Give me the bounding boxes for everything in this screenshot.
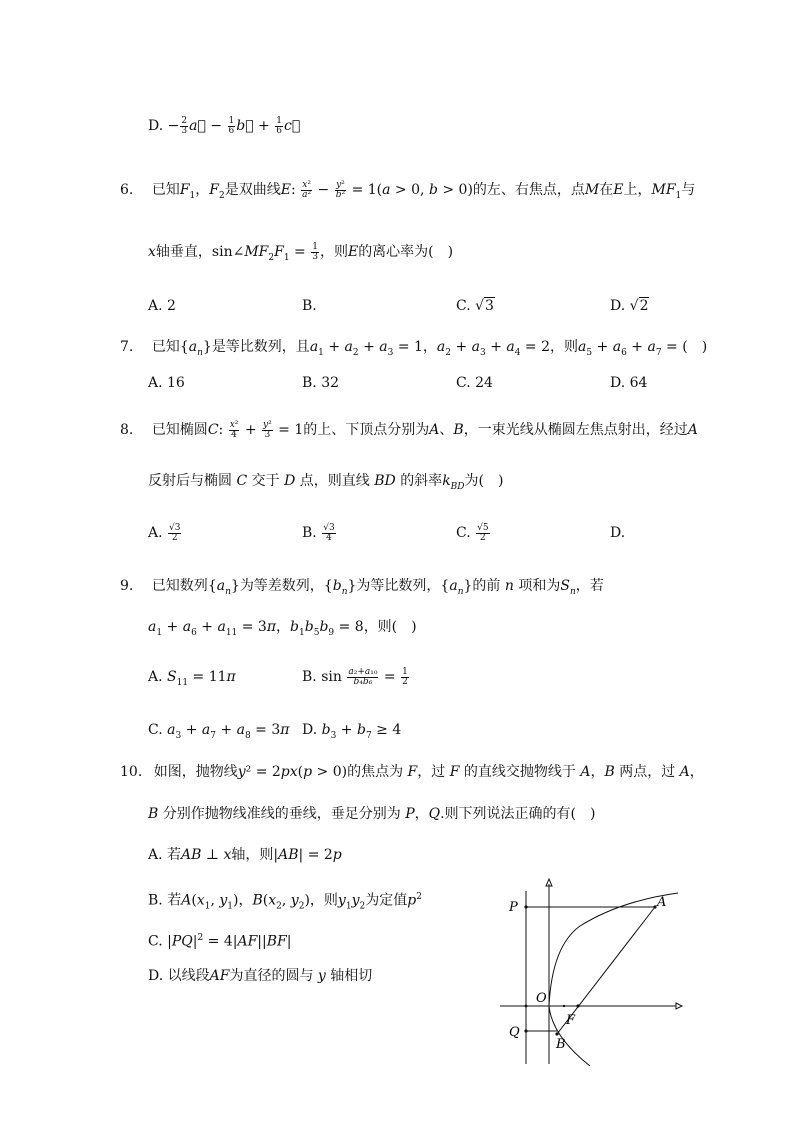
text: 在 (599, 182, 614, 198)
question-7-line-1: 7. 已知$\{a_n\}$是等比数列，且$a_1 + a_2 + a_3 = 1$，$a_2 + a_3 + a_4 = 2$，则$a_5 + a_6 + a_7$ = ( ) (120, 339, 708, 358)
question-8-line-1: 8. 已知椭圆C: $\frac{\text{x²}}{4}$ + $\frac{\text{y²}}{3}$ = 1的上、下顶点分别为A、B，一束光线从椭圆左焦点射出，经过A (120, 419, 698, 440)
q7-option-d: D. 64 (610, 375, 648, 391)
text: 是双曲线 (224, 182, 281, 198)
parabola-figure (500, 876, 690, 1066)
label-a: A (657, 895, 667, 910)
text: ， (422, 339, 437, 355)
q10-option-d: D. 以线段AF为直径的圆与 y 轴相切 (148, 968, 373, 984)
text: 反射后与椭圆 (148, 473, 232, 489)
text: 点，则直线 (299, 473, 370, 489)
q6-option-d: D. √2 (610, 298, 649, 314)
q7-option-c: C. 24 (456, 375, 493, 391)
text: ，则 (550, 339, 579, 355)
question-number: 10. (120, 764, 143, 780)
text: 为等差数列， (239, 578, 324, 594)
text: ( ) (682, 339, 708, 355)
option-label: C. (456, 298, 471, 314)
q9-option-d: D. $b_3 + b_7 \ge 4$ (302, 722, 402, 741)
label-q: Q (509, 1025, 520, 1040)
option-label: D. (148, 118, 164, 134)
q8-option-a: A. $\frac{√3}{2}$ (148, 522, 181, 543)
q8-option-b: B. $\frac{√3}{4}$ (302, 522, 335, 543)
text: 轴相切 (330, 968, 373, 984)
label-b: B (556, 1037, 566, 1052)
q9-option-c: C. $a_3 + a_7 + a_8 = 3\pi$ (148, 722, 290, 741)
text: 为( ) (464, 473, 504, 489)
text: 的直线交抛物线于 (463, 764, 576, 780)
text: 的焦点为 (347, 764, 404, 780)
text: 交于 (251, 473, 280, 489)
text: A. 若 (148, 847, 182, 863)
question-number: 7. (120, 339, 134, 355)
text: 是等比数列，且 (211, 339, 310, 355)
text: 已知数列 (151, 578, 208, 594)
question-number: 9. (120, 578, 134, 594)
point-f (576, 1004, 579, 1007)
q8-option-d: D. (610, 525, 626, 541)
q6-option-a: A. 2 (148, 298, 176, 314)
option-label: C. (148, 722, 163, 738)
text: 为直径的圆与 (229, 968, 314, 984)
point-directrix-axis (525, 1005, 528, 1008)
text: 为定值 (365, 892, 408, 909)
option-label: D. (610, 298, 626, 314)
text: ，则( ) (363, 619, 417, 635)
text: 的左、右焦点，点 (472, 182, 585, 198)
option-label: C. (456, 525, 471, 541)
q6-option-c: C. √3 (456, 298, 494, 314)
question-number: 8. (120, 422, 134, 438)
option-label: B. (302, 525, 317, 541)
text: B. 若 (148, 892, 182, 909)
text: ，一束光线从椭圆左焦点射出，经过 (463, 422, 688, 438)
question-6-line-2: x轴垂直，$\sin\angle MF_2F_1$ = $\frac{1}{3}$ ，则E的离心率为( ) (148, 241, 454, 263)
option-label: A. (148, 669, 163, 685)
q6-option-b: B. (302, 298, 317, 314)
point-b (555, 1032, 558, 1035)
question-6-line-1: 6. 已知$F_1$，$F_2$是双曲线E: $\frac{\text{x²}}{\text{a²}}$ − $\frac{\text{y²}}{\text{b²}}$ = 1(a > 0, b > 0)的左、右焦点，点M在E上，$MF_1$与 (120, 179, 696, 201)
text: ，过 (417, 764, 446, 780)
text: 的斜率 (400, 473, 443, 489)
question-10-line-1: 10. 如图，抛物线y² = 2px(p > 0)的焦点为 F，过 F 的直线交抛物线于 A，B 两点，过 A， (120, 764, 704, 780)
label-o: O (536, 991, 547, 1006)
text: 上， (623, 182, 652, 198)
text: 则下列说法正确的有( ) (444, 806, 596, 822)
text: 为等比数列， (356, 578, 441, 594)
q9-option-b: B. sin $\frac{\text{a₂+a₁₀}}{\text{b₄b₆}}$ = $\frac{1}{2}$ (302, 666, 408, 687)
q7-option-a: A. 16 (148, 375, 185, 391)
parabola-curve (549, 893, 678, 1066)
text: ，则 (319, 244, 348, 260)
label-p: P (509, 900, 518, 915)
q10-option-b: B. 若$A(x_1$, $y_1$)，$B(x_2$, $y_2$)，则$y_1y_2$为定值$p^2$ (148, 892, 422, 912)
text: 两点，过 (619, 764, 676, 780)
text: 如图，抛物线 (153, 764, 238, 780)
text: 轴垂直， (155, 244, 212, 260)
q10-option-a: A. 若AB ⊥ x轴，则|AB| = 2p (148, 847, 342, 863)
question-9-line-2: $a_1 + a_6 + a_{11} = 3\pi$，$b_1b_5b_9 = 8$，则( ) (148, 619, 417, 638)
q10-option-c: C. $|PQ|^2 = 4|AF||BF|$ (148, 933, 292, 950)
text: 项和为 (518, 578, 561, 594)
text: ， (276, 619, 291, 635)
point-tick (563, 1005, 565, 1007)
text: ，则 (309, 892, 338, 909)
q7-option-b: B. 32 (302, 375, 340, 391)
text: 与 (681, 182, 696, 198)
point-p (524, 905, 527, 908)
label-f: F (566, 1013, 576, 1028)
text: 已知椭圆 (151, 422, 208, 438)
text: D. 以线段 (148, 968, 210, 984)
text: 已知 (151, 339, 180, 355)
q8-option-c: C. $\frac{√5}{2}$ (456, 522, 489, 543)
question-8-line-2: 反射后与椭圆 C 交于 D 点，则直线 BD 的斜率$k_{BD}$为( ) (148, 473, 504, 492)
text: 已知 (151, 182, 180, 198)
option-label: D. (302, 722, 318, 738)
text: 分别作抛物线准线的垂线，垂足分别为 (162, 806, 401, 822)
text: ，若 (575, 578, 604, 594)
option-label: C. (148, 933, 163, 950)
q5-option-d (148, 116, 300, 136)
text: 的上、下顶点分别为 (303, 422, 430, 438)
question-9-line-1: 9. 已知数列$\{a_n\}$为等差数列，$\{b_n\}$为等比数列，$\{a_n\}$的前 n 项和为$S_n$，若 (120, 578, 604, 597)
text: 的前 (472, 578, 501, 594)
x-axis-arrow (676, 1003, 682, 1009)
text: 轴，则 (231, 847, 274, 863)
q9-option-a: A. $S_{11} = 11\pi$ (148, 669, 236, 688)
question-10-line-2: B 分别作抛物线准线的垂线，垂足分别为 P，Q.则下列说法正确的有( ) (148, 806, 596, 822)
question-number: 6. (120, 182, 134, 198)
text: 的离心率为( ) (358, 244, 454, 260)
point-q (524, 1029, 527, 1032)
math-expr: − $\frac{2}{3}$ a⃗ − $\frac{1}{6}$ b⃗ + $\frac{1}{6}$ c⃗ (167, 115, 301, 136)
option-label: B. (302, 669, 317, 685)
option-label: A. (148, 525, 163, 541)
